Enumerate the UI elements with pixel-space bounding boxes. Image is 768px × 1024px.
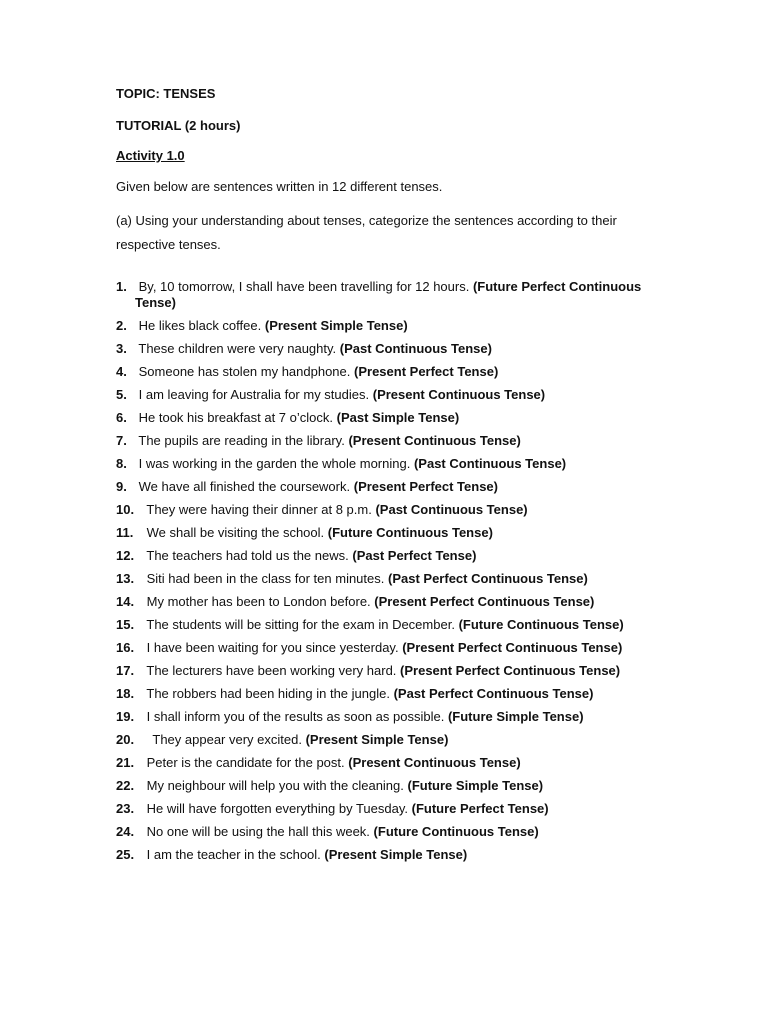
item-sentence: My mother has been to London before. [146, 594, 371, 609]
item-tense: (Past Continuous Tense) [339, 341, 492, 356]
item-number: 23. [116, 801, 135, 816]
item-sentence: The teachers had told us the news. [146, 548, 349, 563]
sentence-item-21 [116, 755, 656, 771]
item-tense: (Future Continuous Tense) [458, 617, 624, 632]
item-number: 10. [116, 502, 135, 517]
sentence-item-22 [116, 778, 656, 794]
item-tense: (Present Perfect Continuous Tense) [374, 594, 595, 609]
sentence-item-13 [116, 571, 656, 587]
item-sentence: We shall be visiting the school. [146, 525, 325, 540]
item-number: 6. [116, 410, 127, 425]
item-number: 5. [116, 387, 127, 402]
item-tense: (Future Simple Tense) [447, 709, 584, 724]
item-sentence: He likes black coffee. [138, 318, 262, 333]
sentence-item-5 [116, 387, 656, 403]
sentence-item-1 [116, 279, 656, 311]
item-number: 15. [116, 617, 135, 632]
sentence-item-16 [116, 640, 656, 656]
item-number: 14. [116, 594, 135, 609]
item-number: 21. [116, 755, 135, 770]
sentence-item-15 [116, 617, 656, 633]
item-number: 8. [116, 456, 127, 471]
item-tense: (Future Simple Tense) [407, 778, 544, 793]
sentence-item-19 [116, 709, 656, 725]
item-sentence: The students will be sitting for the exam in December. [146, 617, 455, 632]
item-tense: (Present Perfect Tense) [354, 364, 499, 379]
item-tense: (Past Perfect Continuous Tense) [393, 686, 594, 701]
item-tense: (Present Continuous Tense) [348, 433, 521, 448]
item-number: 18. [116, 686, 135, 701]
sentence-item-3 [116, 341, 656, 357]
sentence-item-20 [116, 732, 656, 748]
topic-heading: TOPIC: TENSES [116, 86, 216, 101]
item-tense: (Present Continuous Tense) [372, 387, 546, 402]
item-sentence: He will have forgotten everything by Tuesday. [146, 801, 408, 816]
item-sentence: No one will be using the hall this week. [146, 824, 370, 839]
item-number: 20. [116, 732, 135, 747]
item-number: 1. [116, 279, 127, 294]
item-sentence: He took his breakfast at 7 o’clock. [138, 410, 333, 425]
item-number: 16. [116, 640, 135, 655]
item-sentence: The lecturers have been working very hard. [146, 663, 397, 678]
item-number: 24. [116, 824, 135, 839]
item-tense: (Present Perfect Continuous Tense) [402, 640, 623, 655]
item-number: 13. [116, 571, 135, 586]
item-sentence: We have all finished the coursework. [138, 479, 351, 494]
item-sentence: Peter is the candidate for the post. [146, 755, 345, 770]
item-tense: (Past Perfect Tense) [352, 548, 477, 563]
item-number: 9. [116, 479, 127, 494]
item-number: 3. [116, 341, 127, 356]
item-sentence: The pupils are reading in the library. [138, 433, 345, 448]
item-sentence: I am leaving for Australia for my studies. [138, 387, 370, 402]
item-number: 11. [116, 525, 134, 540]
sentence-item-11 [116, 525, 656, 541]
item-sentence: They were having their dinner at 8 p.m. [146, 502, 372, 517]
item-number: 2. [116, 318, 127, 333]
sentence-item-7 [116, 433, 656, 449]
tutorial-heading: TUTORIAL (2 hours) [116, 118, 241, 133]
sentence-list [116, 279, 656, 870]
item-tense: (Future Perfect Tense) [411, 801, 549, 816]
sentence-item-8 [116, 456, 656, 472]
item-tense: (Past Simple Tense) [336, 410, 460, 425]
item-number: 25. [116, 847, 135, 862]
item-tense: (Future Continuous Tense) [327, 525, 493, 540]
item-sentence: I have been waiting for you since yesterday. [146, 640, 399, 655]
item-number: 7. [116, 433, 127, 448]
item-number: 12. [116, 548, 135, 563]
item-sentence: Siti had been in the class for ten minutes. [146, 571, 385, 586]
item-sentence: I shall inform you of the results as soon as possible. [146, 709, 445, 724]
item-sentence: I am the teacher in the school. [146, 847, 321, 862]
activity-heading: Activity 1.0 [116, 148, 185, 163]
item-tense: (Present Simple Tense) [305, 732, 449, 747]
sentence-item-24 [116, 824, 656, 840]
sentence-item-14 [116, 594, 656, 610]
sentence-item-2 [116, 318, 656, 334]
sentence-item-23 [116, 801, 656, 817]
sentence-item-6 [116, 410, 656, 426]
sentence-item-9 [116, 479, 656, 495]
item-tense: (Present Simple Tense) [324, 847, 468, 862]
sentence-item-10 [116, 502, 656, 518]
sentence-item-18 [116, 686, 656, 702]
sentence-item-25 [116, 847, 656, 863]
item-tense: (Present Perfect Tense) [353, 479, 498, 494]
item-number: 22. [116, 778, 135, 793]
intro-text: Given below are sentences written in 12 different tenses. [116, 179, 443, 194]
item-sentence: The robbers had been hiding in the jungle. [146, 686, 390, 701]
item-tense: (Past Continuous Tense) [375, 502, 528, 517]
item-sentence: They appear very excited. [152, 732, 302, 747]
sentence-item-12 [116, 548, 656, 564]
item-sentence: By, 10 tomorrow, I shall have been travelling for 12 hours. [138, 279, 470, 294]
instruction-text: (a) Using your understanding about tenses, categorize the sentences according to their respective tenses. [116, 213, 617, 252]
item-sentence: These children were very naughty. [138, 341, 337, 356]
item-tense: (Future Continuous Tense) [373, 824, 539, 839]
item-number: 4. [116, 364, 127, 379]
item-sentence: I was working in the garden the whole morning. [138, 456, 411, 471]
item-number: 17. [116, 663, 135, 678]
item-tense: (Present Perfect Continuous Tense) [400, 663, 621, 678]
item-tense: (Future Perfect Continuous Tense) [135, 279, 642, 310]
item-sentence: My neighbour will help you with the cleaning. [146, 778, 404, 793]
item-sentence: Someone has stolen my handphone. [138, 364, 351, 379]
item-tense: (Past Continuous Tense) [413, 456, 567, 471]
sentence-item-17 [116, 663, 656, 679]
item-tense: (Present Simple Tense) [264, 318, 408, 333]
item-tense: (Present Continuous Tense) [348, 755, 521, 770]
item-number: 19. [116, 709, 135, 724]
sentence-item-4 [116, 364, 656, 380]
item-tense: (Past Perfect Continuous Tense) [388, 571, 588, 586]
